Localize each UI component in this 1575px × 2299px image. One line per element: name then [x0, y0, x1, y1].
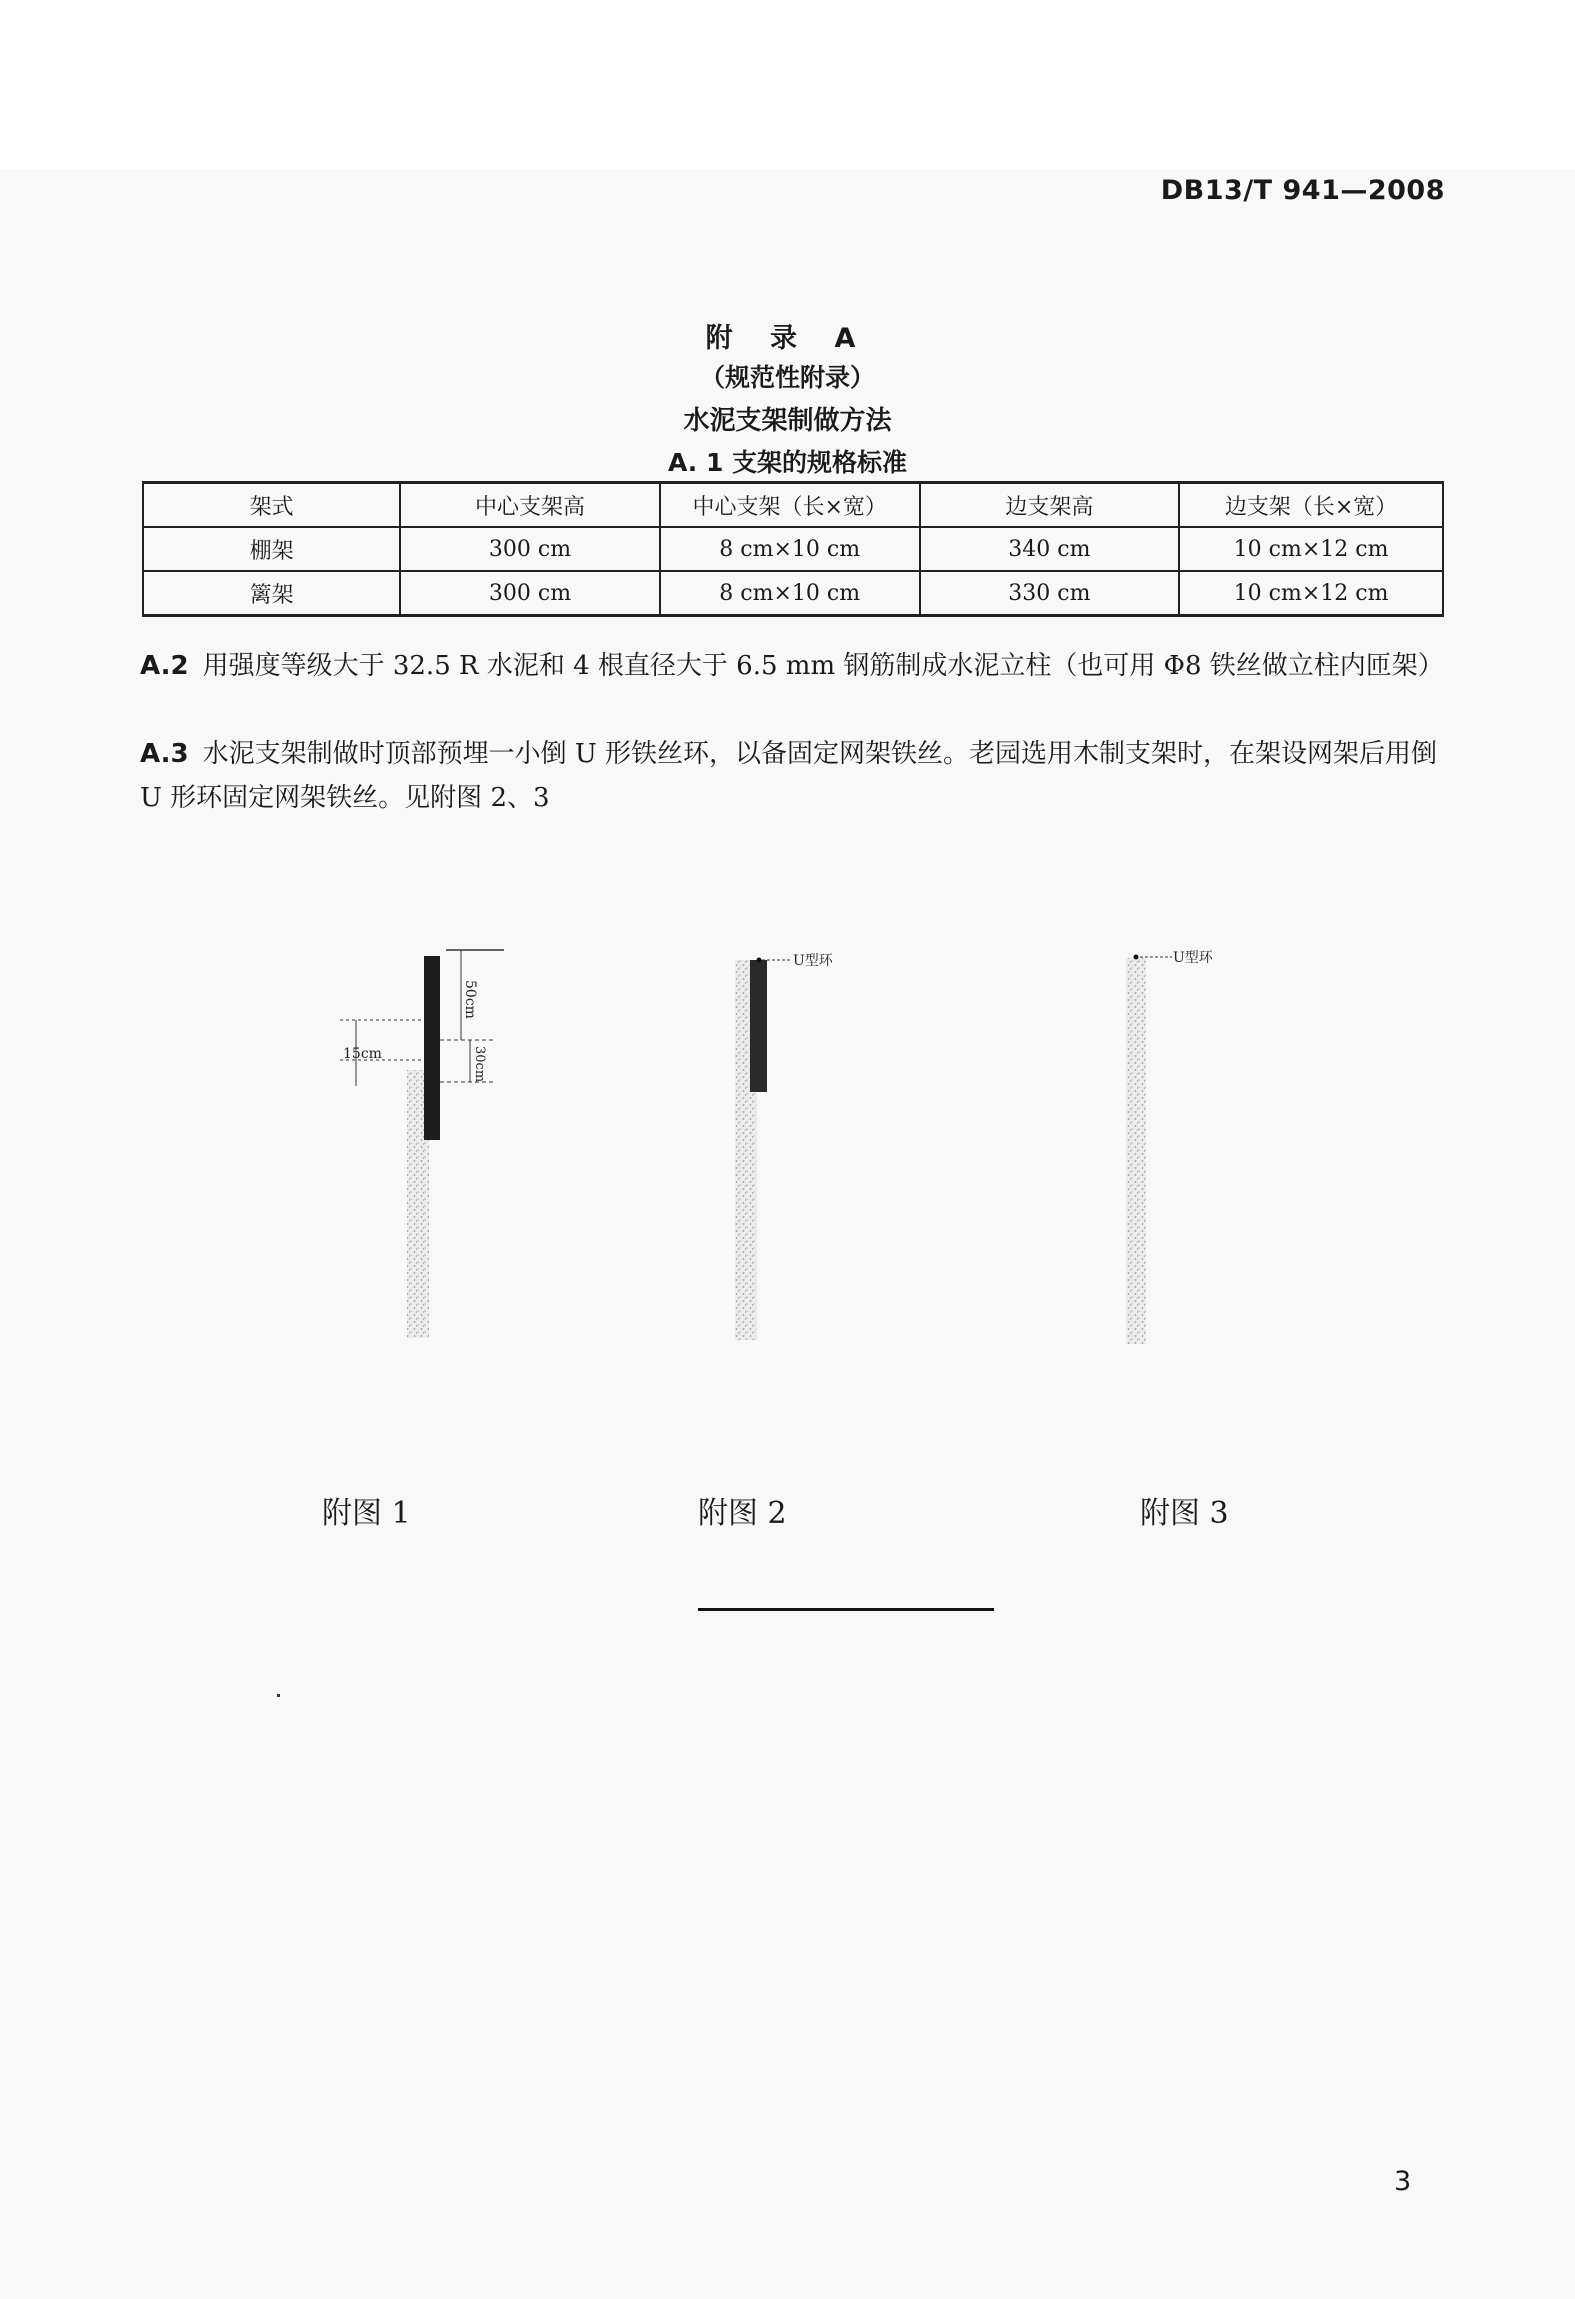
u-ring-marker	[757, 958, 762, 963]
table-cell: 330 cm	[920, 571, 1179, 616]
figure-caption-3: 附图 3	[1140, 1496, 1229, 1531]
clause-number: A.3	[140, 739, 189, 769]
figure-1	[340, 950, 504, 1338]
annex-title: 附 录 A	[705, 323, 870, 354]
table-cell: 10 cm×12 cm	[1179, 571, 1443, 616]
page-number: 3	[1394, 2166, 1412, 2197]
table-title: A. 1 支架的规格标准	[667, 448, 908, 477]
figure-caption-2: 附图 2	[698, 1496, 787, 1531]
table-header-cell: 边支架高	[920, 483, 1179, 528]
table-cell: 棚架	[143, 527, 400, 571]
table-header-row	[143, 483, 1443, 528]
table-cell: 8 cm×10 cm	[660, 571, 920, 616]
table-header-cell: 中心支架高	[400, 483, 659, 528]
dimension-label: 50cm	[462, 980, 478, 1019]
table-header-cell: 架式	[143, 483, 400, 528]
stray-mark	[277, 1694, 280, 1697]
ring-label: U型环	[793, 953, 833, 969]
spec-table	[142, 481, 1444, 617]
table-header-cell: 边支架（长×宽）	[1179, 483, 1443, 528]
table-cell: 篱架	[143, 571, 400, 616]
table-row	[143, 571, 1443, 616]
upper-post-segment	[750, 960, 767, 1092]
figure-3	[1126, 949, 1214, 1344]
clause-number: A.2	[140, 651, 189, 681]
clause-text: 水泥支架制做时顶部预埋一小倒 U 形铁丝环，以备固定网架铁丝。老园选用木制支架时，在架设网架后用倒 U 形环固定网架铁丝。见附图 2、3	[140, 739, 1438, 813]
upper-post-segment	[424, 956, 440, 1140]
dimension-label: 30cm	[472, 1046, 487, 1083]
table-header-cell: 中心支架（长×宽）	[660, 483, 920, 528]
paragraph-a3	[140, 732, 1450, 820]
table-cell: 10 cm×12 cm	[1179, 527, 1443, 571]
table-cell: 300 cm	[400, 571, 659, 616]
figure-caption-1: 附图 1	[322, 1496, 411, 1531]
table-cell: 8 cm×10 cm	[660, 527, 920, 571]
annex-name: 水泥支架制做方法	[683, 406, 892, 436]
end-rule	[698, 1608, 994, 1611]
u-ring-marker	[1134, 955, 1139, 960]
annex-subtitle: （规范性附录）	[699, 363, 875, 392]
wooden-post	[1126, 958, 1146, 1344]
clause-text: 用强度等级大于 32.5 R 水泥和 4 根直径大于 6.5 mm 钢筋制成水泥立柱（也可用 Φ8 铁丝做立柱内匝架）	[202, 651, 1444, 681]
table-cell: 300 cm	[400, 527, 659, 571]
figures-area	[0, 900, 1575, 1460]
figure-2	[735, 952, 834, 1340]
top-margin	[0, 0, 1575, 170]
ring-label: U型环	[1173, 950, 1213, 966]
table-row	[143, 527, 1443, 571]
dimension-label: 15cm	[343, 1046, 382, 1062]
standard-number: DB13/T 941—2008	[1160, 175, 1445, 206]
table-cell: 340 cm	[920, 527, 1179, 571]
paragraph-a2	[140, 644, 1450, 688]
